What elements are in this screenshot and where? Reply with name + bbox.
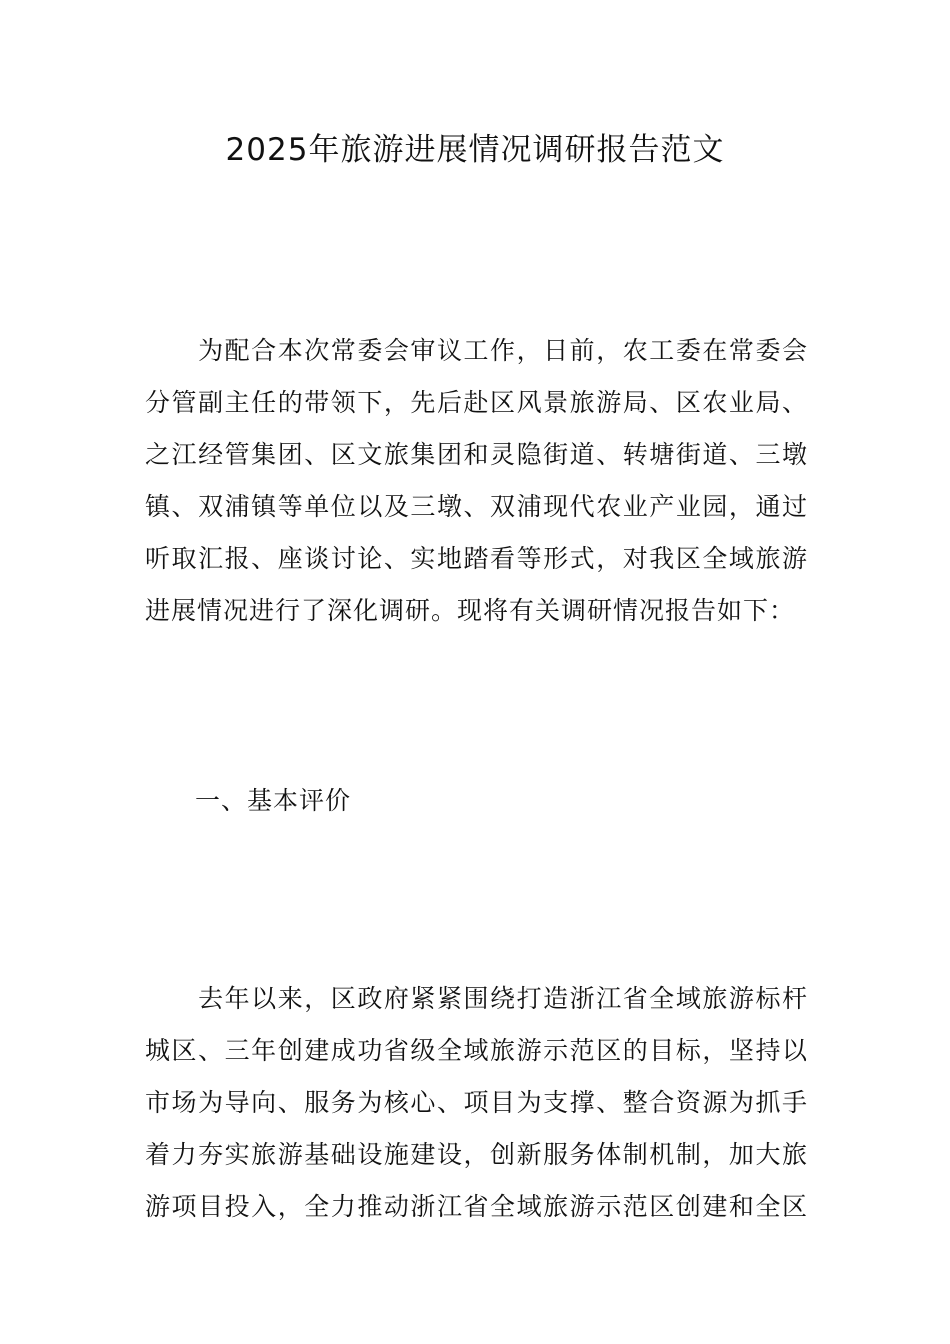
- paragraph-line: 着力夯实旅游基础设施建设，创新服务体制机制，加大旅: [145, 1140, 808, 1169]
- paragraph-line: 听取汇报、座谈讨论、实地踏看等形式，对我区全域旅游: [145, 544, 808, 573]
- paragraph-line: 为配合本次常委会审议工作，日前，农工委在常委会: [145, 336, 808, 365]
- paragraph-line: 城区、三年创建成功省级全域旅游示范区的目标，坚持以: [145, 1036, 808, 1065]
- paragraph-line: 分管副主任的带领下，先后赴区风景旅游局、区农业局、: [145, 388, 808, 417]
- paragraph-line: 之江经管集团、区文旅集团和灵隐街道、转塘街道、三墩: [145, 440, 808, 469]
- section-heading-basic-evaluation: 一、基本评价: [195, 786, 352, 815]
- paragraph-line: 进展情况进行了深化调研。现将有关调研情况报告如下：: [145, 596, 796, 625]
- paragraph-line: 游项目投入，全力推动浙江省全域旅游示范区创建和全区: [145, 1192, 808, 1221]
- paragraph-evaluation: [145, 973, 808, 1233]
- paragraph-line: 市场为导向、服务为核心、项目为支撑、整合资源为抓手: [145, 1088, 808, 1117]
- paragraph-line: 镇、双浦镇等单位以及三墩、双浦现代农业产业园，通过: [145, 492, 808, 521]
- paragraph-line: 去年以来，区政府紧紧围绕打造浙江省全域旅游标杆: [145, 984, 808, 1013]
- paragraph-intro: [145, 325, 808, 637]
- document-title: 2025年旅游进展情况调研报告范文: [225, 132, 725, 168]
